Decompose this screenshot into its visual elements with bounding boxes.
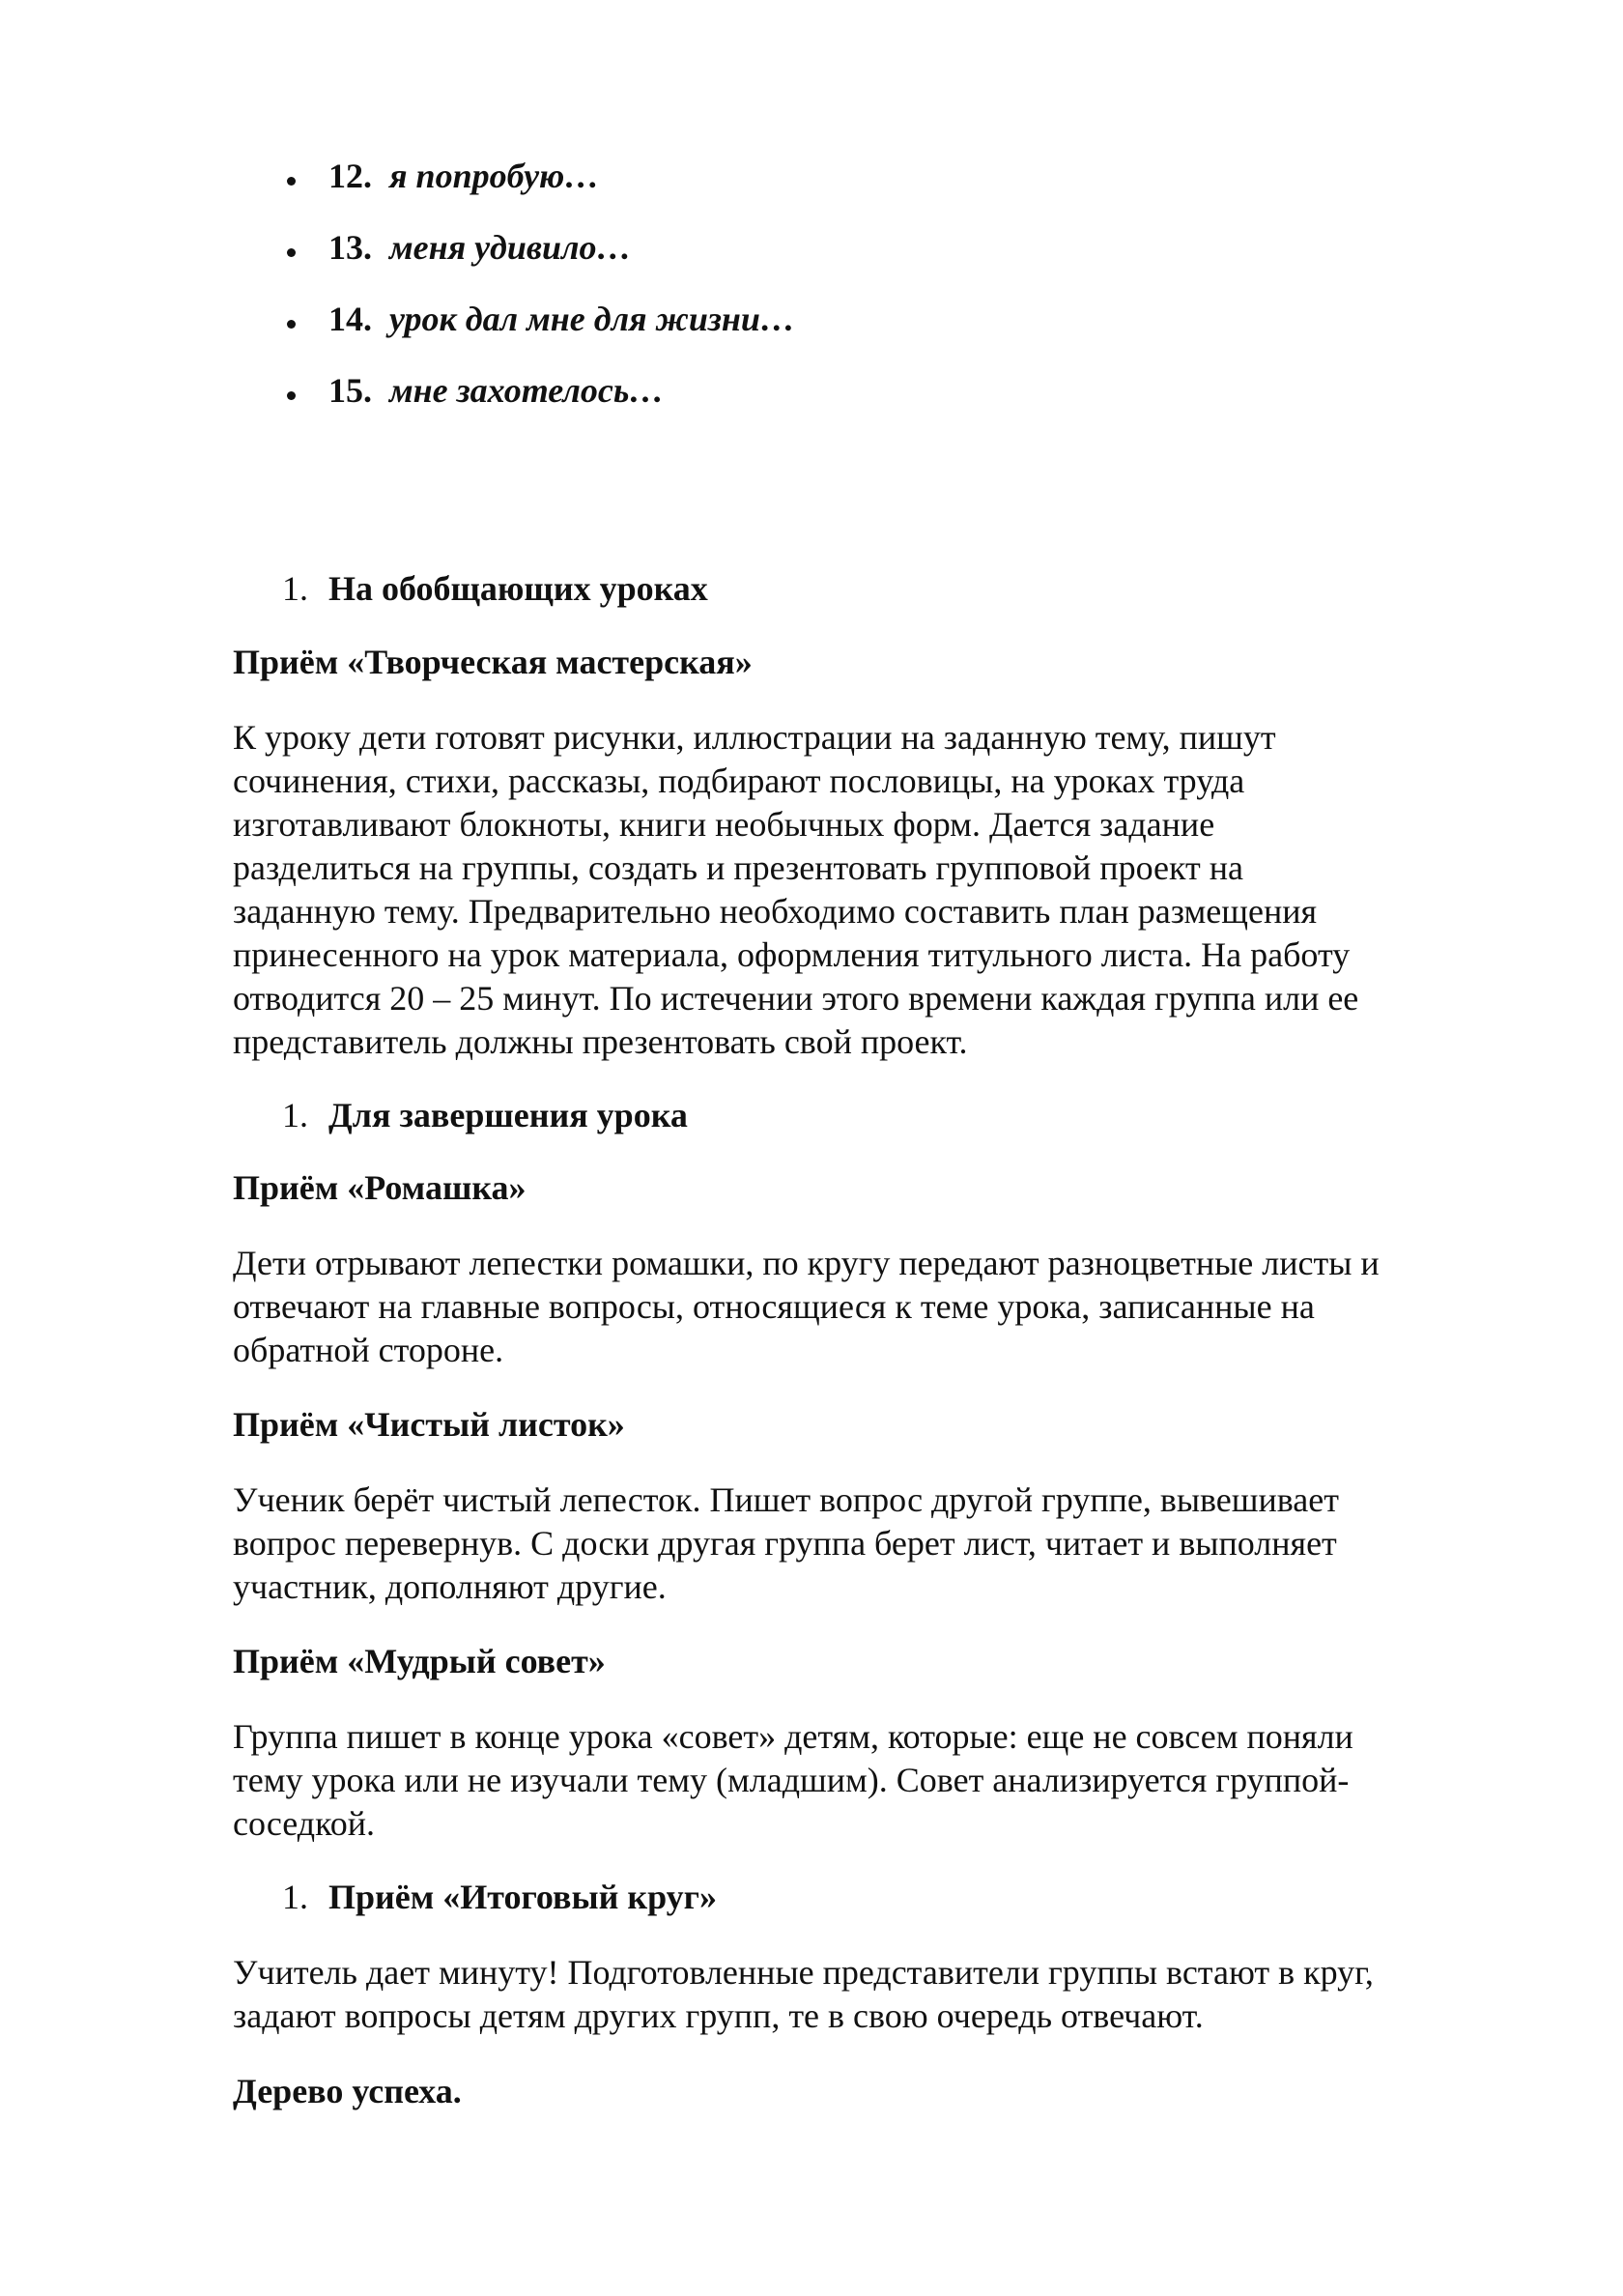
text-line: отвечают на главные вопросы, относящиеся к теме урока, записанные на bbox=[233, 1287, 1315, 1326]
text-line: отводится 20 – 25 минут. По истечении этого времени каждая группа или ее bbox=[233, 979, 1359, 1018]
list-item-number: 14. bbox=[328, 300, 372, 338]
text-line: представитель должны презентовать свой проект. bbox=[233, 1022, 968, 1061]
text-line: задают вопросы детям других групп, те в свою очередь отвечают. bbox=[233, 1996, 1204, 2035]
text-line: изготавливают блокноты, книги необычных форм. Дается задание bbox=[233, 805, 1215, 844]
technique-description bbox=[233, 1478, 1518, 1609]
list-item-number: 13. bbox=[328, 228, 372, 267]
list-item bbox=[328, 369, 664, 412]
text-line: сочинения, стихи, рассказы, подбирают пословицы, на уроках труда bbox=[233, 761, 1245, 800]
text-line: Ученик берёт чистый лепесток. Пишет вопрос другой группе, вывешивает bbox=[233, 1480, 1339, 1519]
list-item-text: мне захотелось… bbox=[389, 371, 665, 410]
closing-heading: Дерево успеха. bbox=[233, 2072, 462, 2110]
text-line: участник, дополняют другие. bbox=[233, 1567, 667, 1606]
section-number: 1. bbox=[282, 569, 308, 608]
text-line: Дети отрывают лепестки ромашки, по кругу передают разноцветные листы и bbox=[233, 1244, 1380, 1282]
technique-title: Приём «Чистый листок» bbox=[233, 1405, 625, 1444]
list-item bbox=[328, 226, 632, 269]
text-line: Учитель дает минуту! Подготовленные представители группы встают в круг, bbox=[233, 1953, 1374, 1992]
technique-title: Приём «Мудрый совет» bbox=[233, 1642, 606, 1680]
section-number: 1. bbox=[282, 1096, 308, 1134]
bullet-dot-icon bbox=[287, 177, 296, 186]
bullet-dot-icon bbox=[287, 391, 296, 400]
section-title: На обобщающих уроках bbox=[328, 569, 708, 608]
text-line: тему урока или не изучали тему (младшим). Совет анализируется группой- bbox=[233, 1761, 1350, 1799]
text-line: принесенного на урок материала, оформления титульного листа. На работу bbox=[233, 935, 1351, 974]
technique-description bbox=[233, 1242, 1518, 1372]
text-line: заданную тему. Предварительно необходимо составить план размещения bbox=[233, 892, 1318, 931]
technique-description bbox=[233, 1951, 1518, 2038]
technique-description bbox=[233, 716, 1518, 1064]
technique-title: Приём «Творческая мастерская» bbox=[233, 643, 753, 681]
bullet-dot-icon bbox=[287, 248, 296, 257]
text-line: Группа пишет в конце урока «совет» детям, которые: еще не совсем поняли bbox=[233, 1717, 1353, 1756]
list-item bbox=[328, 155, 599, 197]
technique-description bbox=[233, 1715, 1518, 1846]
text-line: обратной стороне. bbox=[233, 1331, 504, 1369]
text-line: соседкой. bbox=[233, 1804, 376, 1843]
list-item-number: 15. bbox=[328, 371, 372, 410]
section-title: Для завершения урока bbox=[328, 1096, 688, 1134]
section-title: Приём «Итоговый круг» bbox=[328, 1878, 717, 1916]
text-line: К уроку дети готовят рисунки, иллюстрации на заданную тему, пишут bbox=[233, 718, 1276, 757]
list-item-text: урок дал мне для жизни… bbox=[389, 300, 795, 338]
section-number: 1. bbox=[282, 1878, 308, 1916]
list-item-text: я попробую… bbox=[389, 157, 600, 195]
technique-title: Приём «Ромашка» bbox=[233, 1168, 527, 1207]
list-item bbox=[328, 298, 795, 340]
list-item-text: меня удивило… bbox=[389, 228, 632, 267]
text-line: вопрос перевернув. С доски другая группа берет лист, читает и выполняет bbox=[233, 1524, 1337, 1563]
list-item-number: 12. bbox=[328, 157, 372, 195]
bullet-dot-icon bbox=[287, 320, 296, 329]
text-line: разделиться на группы, создать и презентовать групповой проект на bbox=[233, 848, 1243, 887]
